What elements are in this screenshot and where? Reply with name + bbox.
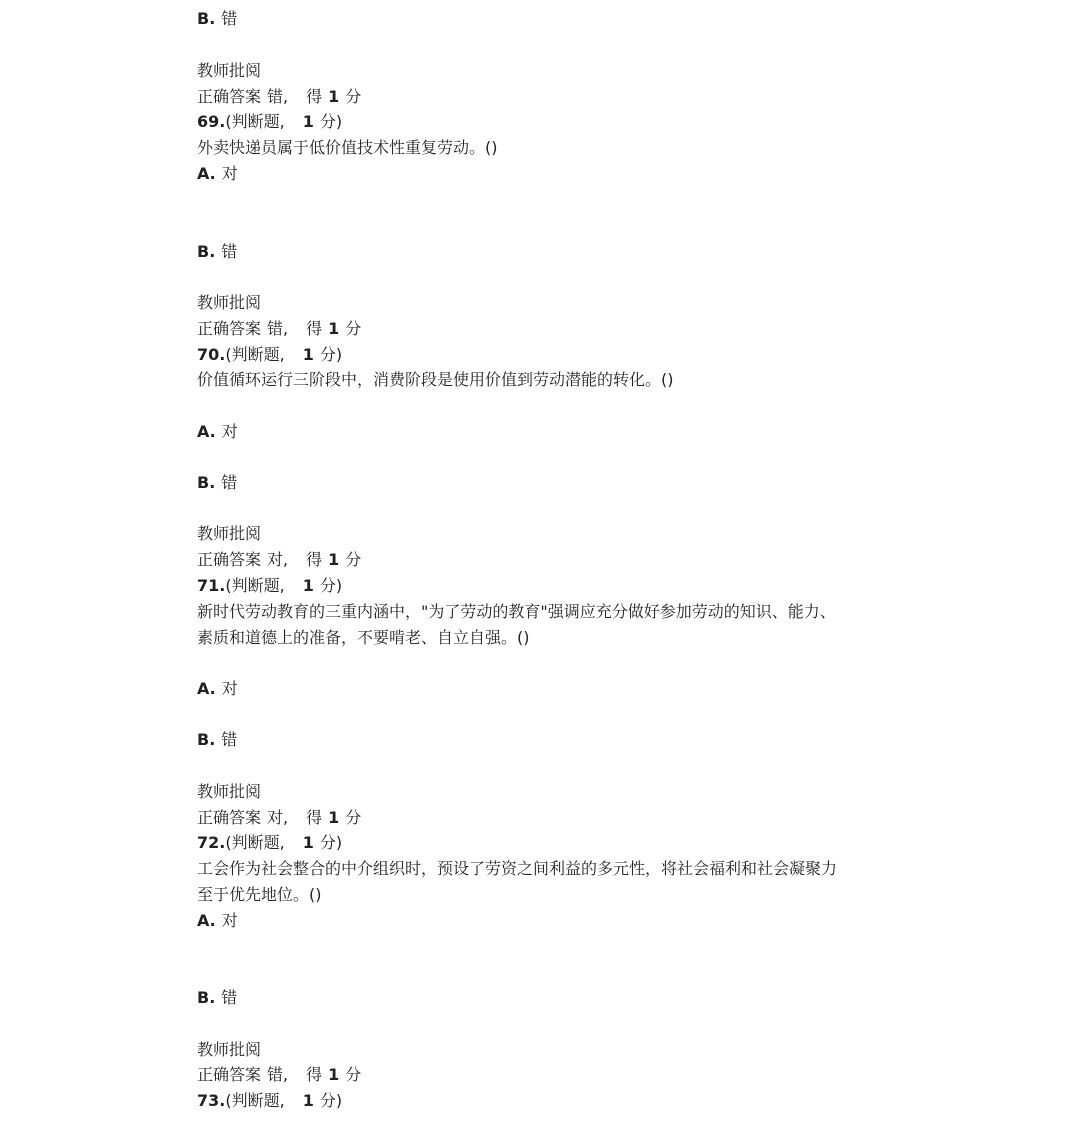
option-b[interactable] bbox=[197, 730, 237, 750]
question-header bbox=[197, 345, 342, 365]
question-points: 1 bbox=[302, 576, 314, 595]
teacher-review-label: 教师批阅 bbox=[197, 1040, 262, 1059]
option-key: B. bbox=[197, 988, 216, 1007]
option-key: A. bbox=[197, 422, 216, 441]
option-a[interactable] bbox=[197, 422, 238, 442]
answer-label: 正确答案 bbox=[197, 550, 262, 569]
score-label: 得 bbox=[306, 808, 323, 827]
question-points: 1 bbox=[302, 833, 314, 852]
correct-answer: 错, bbox=[267, 87, 289, 106]
question-type: (判断题, bbox=[225, 345, 285, 364]
question-text: 素质和道德上的准备，不要啃老、自立自强。() bbox=[197, 628, 530, 647]
option-text: 错 bbox=[221, 730, 238, 749]
correct-answer: 错, bbox=[267, 319, 289, 338]
option-key: A. bbox=[197, 911, 216, 930]
question-number: 69. bbox=[197, 112, 226, 131]
option-b[interactable] bbox=[197, 988, 237, 1008]
option-a[interactable] bbox=[197, 911, 238, 931]
question-header bbox=[197, 576, 342, 596]
option-text: 对 bbox=[221, 911, 238, 930]
question-text: 外卖快递员属于低价值技术性重复劳动。() bbox=[197, 138, 498, 157]
points-unit: 分) bbox=[319, 345, 343, 364]
option-key: B. bbox=[197, 9, 216, 28]
score-unit: 分 bbox=[345, 550, 362, 569]
option-text: 对 bbox=[221, 679, 238, 698]
score-label: 得 bbox=[306, 319, 323, 338]
question-type: (判断题, bbox=[225, 1091, 285, 1110]
teacher-review-label: 教师批阅 bbox=[197, 782, 262, 801]
score-value: 1 bbox=[328, 319, 340, 338]
question-text: 至于优先地位。() bbox=[197, 885, 322, 904]
score-unit: 分 bbox=[345, 1065, 362, 1084]
score-value: 1 bbox=[328, 808, 340, 827]
correct-answer: 错, bbox=[267, 1065, 289, 1084]
teacher-review-label: 教师批阅 bbox=[197, 524, 262, 543]
option-key: B. bbox=[197, 473, 216, 492]
answer-line bbox=[197, 808, 361, 828]
question-number: 72. bbox=[197, 833, 226, 852]
option-key: B. bbox=[197, 730, 216, 749]
option-key: B. bbox=[197, 242, 216, 261]
answer-line bbox=[197, 87, 361, 107]
score-label: 得 bbox=[306, 87, 323, 106]
answer-line bbox=[197, 550, 361, 570]
teacher-review-label: 教师批阅 bbox=[197, 61, 262, 80]
question-type: (判断题, bbox=[225, 576, 285, 595]
question-points: 1 bbox=[302, 112, 314, 131]
teacher-review-label: 教师批阅 bbox=[197, 293, 262, 312]
option-text: 错 bbox=[221, 473, 238, 492]
score-value: 1 bbox=[328, 550, 340, 569]
question-text: 价值循环运行三阶段中，消费阶段是使用价值到劳动潜能的转化。() bbox=[197, 370, 674, 389]
question-header bbox=[197, 112, 342, 132]
option-text: 错 bbox=[221, 988, 238, 1007]
question-text: 新时代劳动教育的三重内涵中，"为了劳动的教育"强调应充分做好参加劳动的知识、能力、 bbox=[197, 602, 836, 621]
score-unit: 分 bbox=[345, 87, 362, 106]
score-label: 得 bbox=[306, 550, 323, 569]
score-unit: 分 bbox=[345, 319, 362, 338]
answer-label: 正确答案 bbox=[197, 1065, 262, 1084]
points-unit: 分) bbox=[319, 1091, 343, 1110]
option-b[interactable] bbox=[197, 473, 237, 493]
points-unit: 分) bbox=[319, 833, 343, 852]
question-number: 71. bbox=[197, 576, 226, 595]
score-value: 1 bbox=[328, 1065, 340, 1084]
answer-line bbox=[197, 319, 361, 339]
answer-label: 正确答案 bbox=[197, 87, 262, 106]
option-a[interactable] bbox=[197, 679, 238, 699]
option-text: 对 bbox=[221, 422, 238, 441]
option-text: 错 bbox=[221, 242, 238, 261]
option-b[interactable] bbox=[197, 9, 237, 29]
answer-line bbox=[197, 1065, 361, 1085]
score-unit: 分 bbox=[345, 808, 362, 827]
question-type: (判断题, bbox=[225, 833, 285, 852]
score-value: 1 bbox=[328, 87, 340, 106]
option-key: A. bbox=[197, 679, 216, 698]
points-unit: 分) bbox=[319, 112, 343, 131]
option-a[interactable] bbox=[197, 164, 238, 184]
question-number: 70. bbox=[197, 345, 226, 364]
question-points: 1 bbox=[302, 345, 314, 364]
correct-answer: 对, bbox=[267, 808, 289, 827]
option-key: A. bbox=[197, 164, 216, 183]
question-text: 工会作为社会整合的中介组织时，预设了劳资之间利益的多元性，将社会福利和社会凝聚力 bbox=[197, 859, 838, 878]
option-text: 错 bbox=[221, 9, 238, 28]
answer-label: 正确答案 bbox=[197, 319, 262, 338]
option-text: 对 bbox=[221, 164, 238, 183]
question-type: (判断题, bbox=[225, 112, 285, 131]
correct-answer: 对, bbox=[267, 550, 289, 569]
score-label: 得 bbox=[306, 1065, 323, 1084]
question-points: 1 bbox=[302, 1091, 314, 1110]
question-header bbox=[197, 1091, 342, 1111]
question-header bbox=[197, 833, 342, 853]
points-unit: 分) bbox=[319, 576, 343, 595]
question-number: 73. bbox=[197, 1091, 226, 1110]
option-b[interactable] bbox=[197, 242, 237, 262]
answer-label: 正确答案 bbox=[197, 808, 262, 827]
